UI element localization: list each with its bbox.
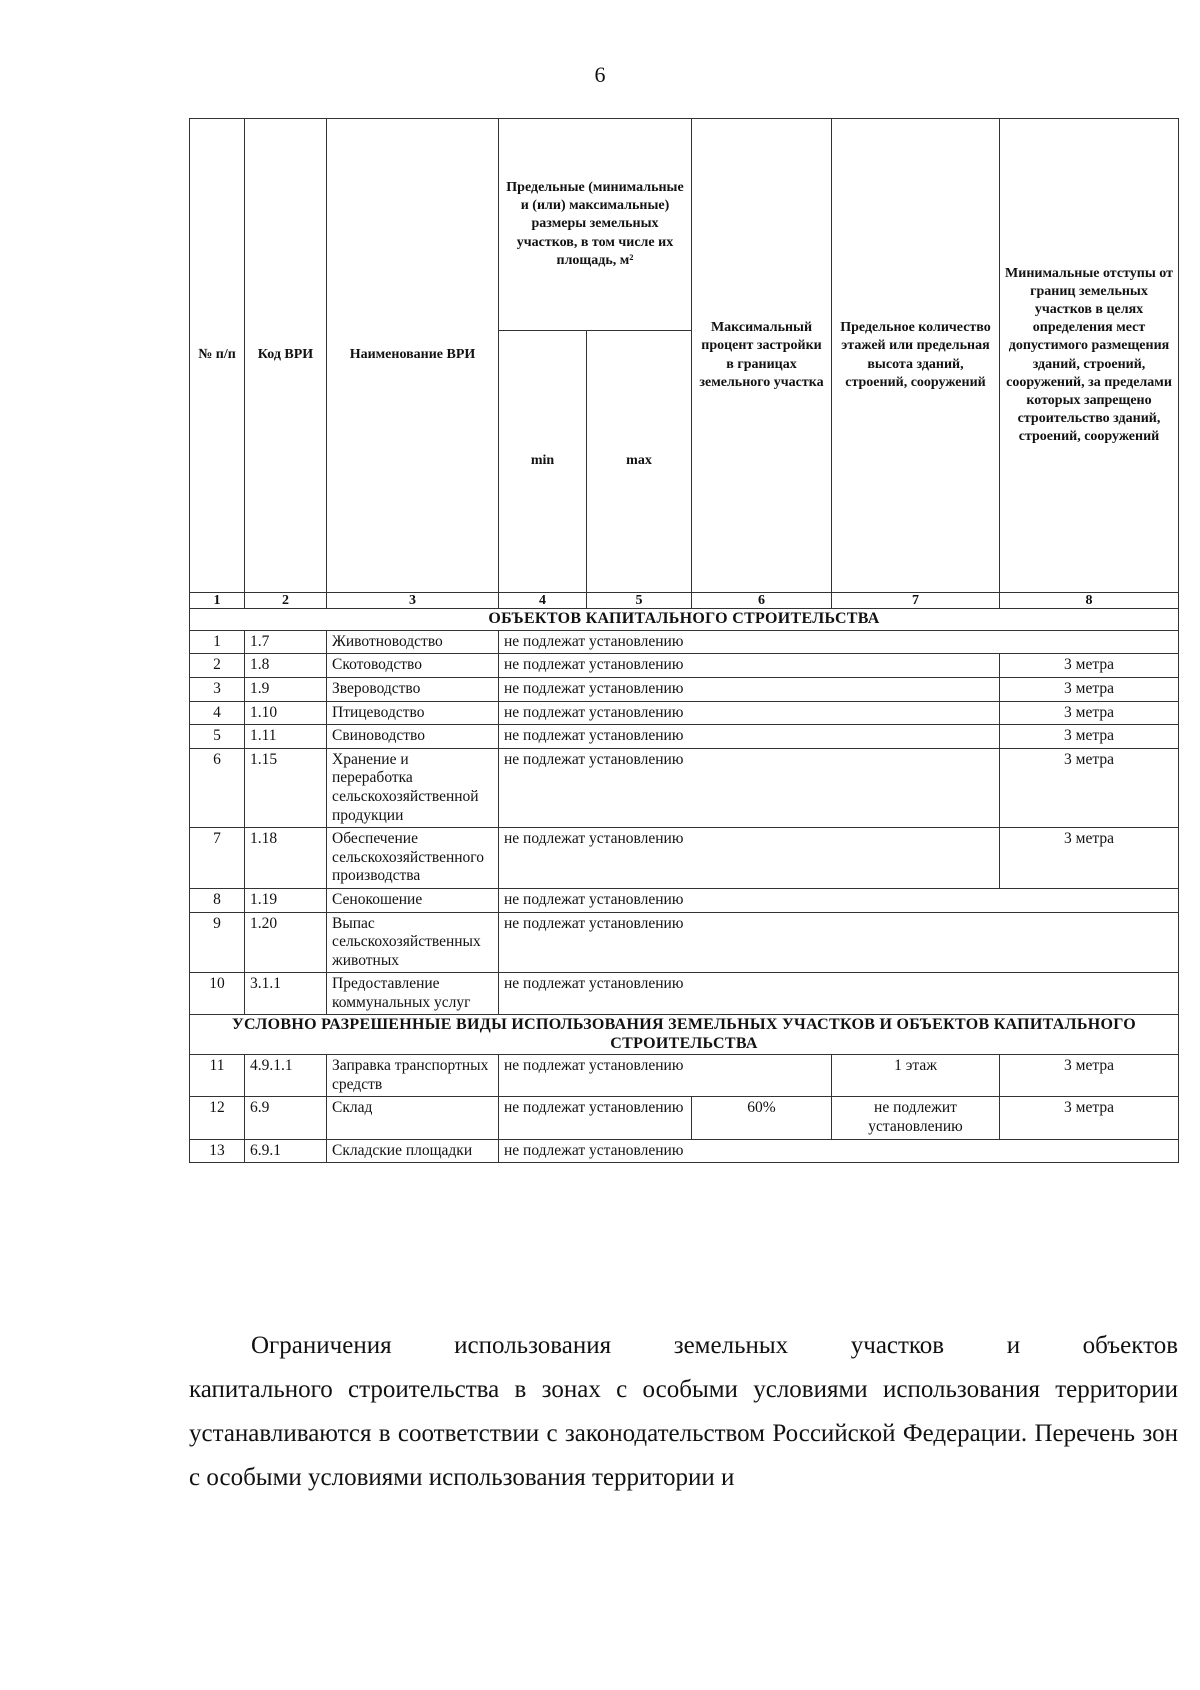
row-number: 7 (190, 828, 245, 889)
row-code: 1.20 (245, 912, 327, 973)
row-value: не подлежат установлению (499, 912, 1179, 973)
row-floors: не подлежит установлению (832, 1097, 1000, 1139)
row-value: не подлежат установлению (499, 973, 1179, 1015)
header-max-percent: Максимальный процент застройки в границах земельного участка (692, 119, 832, 593)
row-setback: 3 метра (1000, 701, 1179, 725)
row-setback: 3 метра (1000, 654, 1179, 678)
table-row (190, 654, 1179, 678)
row-name: Склад (327, 1097, 499, 1139)
paragraph-text: капитального строительства в зонах с особыми условиями использования территории устанавливаются в соответствии с законодательством Российской Федерации. Перечень зон с особыми условиями использования территории и (189, 1376, 1178, 1491)
body-paragraph (189, 1324, 1178, 1500)
table-row (190, 1139, 1179, 1163)
row-value: не подлежат установлению (499, 1055, 832, 1097)
header-floors: Предельное количество этажей или предельная высота зданий, строений, сооружений (832, 119, 1000, 593)
header-no: № п/п (190, 119, 245, 593)
row-value: не подлежат установлению (499, 888, 1179, 912)
row-name: Предоставление коммунальных услуг (327, 973, 499, 1015)
table-row (190, 973, 1179, 1015)
row-code: 1.19 (245, 888, 327, 912)
table-row (190, 630, 1179, 654)
row-number: 1 (190, 630, 245, 654)
row-value: не подлежат установлению (499, 1139, 1179, 1163)
col-index: 4 (499, 593, 587, 609)
row-value: не подлежат установлению (499, 701, 1000, 725)
col-index: 3 (327, 593, 499, 609)
table-row (190, 888, 1179, 912)
row-setback: 3 метра (1000, 725, 1179, 749)
row-name: Звероводство (327, 677, 499, 701)
section-title-main: ОБЪЕКТОВ КАПИТАЛЬНОГО СТРОИТЕЛЬСТВА (190, 609, 1179, 630)
row-percent: 60% (692, 1097, 832, 1139)
section-title-conditional: УСЛОВНО РАЗРЕШЕННЫЕ ВИДЫ ИСПОЛЬЗОВАНИЯ ЗЕМЕЛЬНЫХ УЧАСТКОВ И ОБЪЕКТОВ КАПИТАЛЬНОГО СТРОИТЕЛЬСТВА (190, 1015, 1179, 1055)
col-index: 6 (692, 593, 832, 609)
table-row (190, 701, 1179, 725)
header-setbacks: Минимальные отступы от границ земельных участков в целях определения мест допустимого размещения зданий, строений, сооружений, за пределами которых запрещено строительство зданий, строений, сооружений (1000, 119, 1179, 593)
row-name: Обеспечение сельскохозяйственного производства (327, 828, 499, 889)
row-code: 1.7 (245, 630, 327, 654)
row-name: Выпас сельскохозяйственных животных (327, 912, 499, 973)
col-index: 1 (190, 593, 245, 609)
header-name: Наименование ВРИ (327, 119, 499, 593)
row-number: 9 (190, 912, 245, 973)
table-row (190, 912, 1179, 973)
row-code: 3.1.1 (245, 973, 327, 1015)
col-index: 5 (587, 593, 692, 609)
row-setback: 3 метра (1000, 1055, 1179, 1097)
row-number: 5 (190, 725, 245, 749)
row-number: 3 (190, 677, 245, 701)
row-value: не подлежат установлению (499, 725, 1000, 749)
row-name: Свиноводство (327, 725, 499, 749)
header-min: min (499, 331, 587, 593)
table-row (190, 828, 1179, 889)
row-number: 4 (190, 701, 245, 725)
row-code: 1.10 (245, 701, 327, 725)
col-index: 8 (1000, 593, 1179, 609)
row-setback: 3 метра (1000, 1097, 1179, 1139)
table-row (190, 1055, 1179, 1097)
row-name: Заправка транспортных средств (327, 1055, 499, 1097)
row-code: 6.9.1 (245, 1139, 327, 1163)
row-code: 6.9 (245, 1097, 327, 1139)
paragraph-first-line: Ограничения использования земельных участков и объектов (251, 1332, 1178, 1359)
row-number: 11 (190, 1055, 245, 1097)
page-number: 6 (594, 62, 606, 87)
row-value: не подлежат установлению (499, 654, 1000, 678)
header-max: max (587, 331, 692, 593)
row-value: не подлежат установлению (499, 1097, 692, 1139)
row-setback: 3 метра (1000, 677, 1179, 701)
row-number: 6 (190, 748, 245, 827)
header-code: Код ВРИ (245, 119, 327, 593)
row-code: 4.9.1.1 (245, 1055, 327, 1097)
row-name: Скотоводство (327, 654, 499, 678)
col-index: 2 (245, 593, 327, 609)
row-code: 1.15 (245, 748, 327, 827)
row-number: 2 (190, 654, 245, 678)
row-code: 1.9 (245, 677, 327, 701)
row-value: не подлежат установлению (499, 630, 1179, 654)
row-value: не подлежат установлению (499, 677, 1000, 701)
col-index: 7 (832, 593, 1000, 609)
row-value: не подлежат установлению (499, 828, 1000, 889)
table-row (190, 748, 1179, 827)
row-number: 10 (190, 973, 245, 1015)
row-name: Хранение и переработка сельскохозяйственной продукции (327, 748, 499, 827)
row-setback: 3 метра (1000, 748, 1179, 827)
row-code: 1.11 (245, 725, 327, 749)
row-number: 8 (190, 888, 245, 912)
row-name: Животноводство (327, 630, 499, 654)
row-name: Сенокошение (327, 888, 499, 912)
row-number: 13 (190, 1139, 245, 1163)
row-value: не подлежат установлению (499, 748, 1000, 827)
row-setback: 3 метра (1000, 828, 1179, 889)
row-number: 12 (190, 1097, 245, 1139)
header-sizes: Предельные (минимальные и (или) максимальные) размеры земельных участков, в том числе их площадь, м² (499, 119, 692, 331)
table-row (190, 677, 1179, 701)
row-code: 1.8 (245, 654, 327, 678)
land-use-table (189, 118, 1179, 1163)
row-name: Складские площадки (327, 1139, 499, 1163)
column-index-row (190, 593, 1179, 609)
table-row (190, 725, 1179, 749)
row-name: Птицеводство (327, 701, 499, 725)
row-floors: 1 этаж (832, 1055, 1000, 1097)
row-code: 1.18 (245, 828, 327, 889)
table-row (190, 1097, 1179, 1139)
